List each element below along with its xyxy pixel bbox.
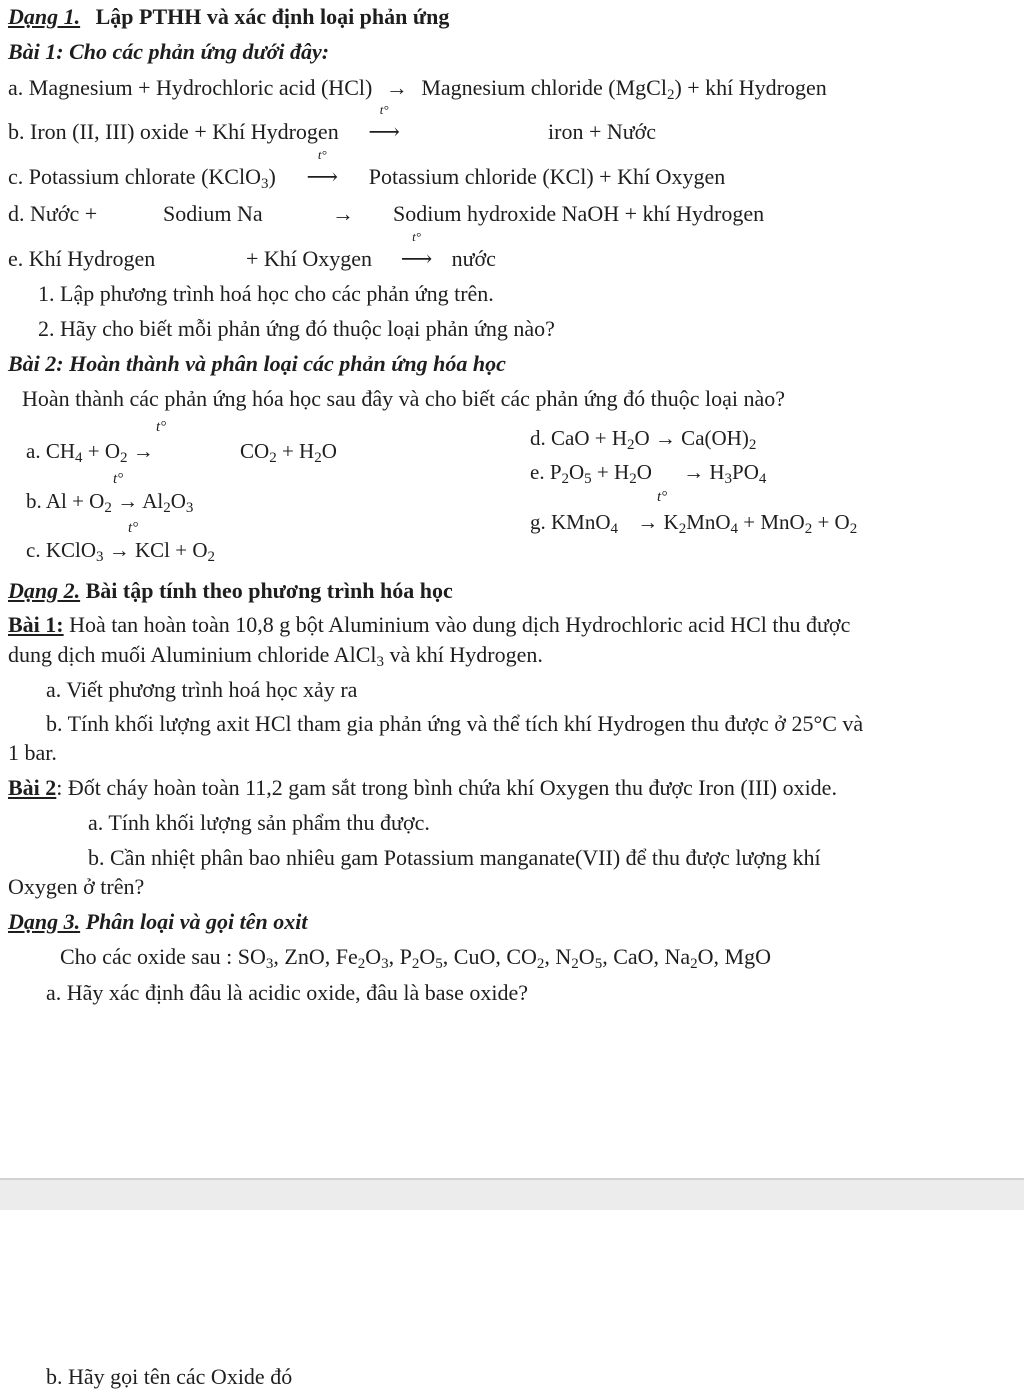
reaction-1e-right: nước [451,246,496,271]
dang2-heading [8,578,453,604]
equation-d: d. CaO + $H_2O \to Ca(OH)_2$ [530,426,757,453]
reaction-1e: + Khí Oxygen t° ⟶ nước [246,229,496,271]
equation-a: a. $CH_4 + O_2$ → [26,439,154,466]
reaction-1a: a. Magnesium + Hydrochloric acid (HCl) → Magnesium chloride (MgCl$_2$) + khí Hydrogen [8,75,827,103]
page-separator [0,1178,1024,1210]
equation-b-temp: t° [113,471,124,487]
dang2-bai1-label: Bài 1: [8,612,64,637]
reaction-1a-end: ) + khí Hydrogen [674,75,827,100]
dang2-bai1-line2 [8,642,543,668]
reaction-1a-left: a. Magnesium + Hydrochloric acid (HCl) [8,75,373,100]
reaction-1d-arrow: → [332,201,354,226]
dang3-qa: a. Hãy xác định đâu là acidic oxide, đâu là base oxide? [46,980,528,1005]
dang2-bai1-text1: Hoà tan hoàn toàn 10,8 g bột Aluminium vào dung dịch Hydrochloric acid HCl thu được [69,612,851,637]
reaction-1c: c. Potassium chlorate (KClO$_3$) t° ⟶ Potassium chloride (KCl) + Khí Oxygen [8,147,726,192]
dang1-heading [8,4,449,30]
dang3-oxide-list: Cho các oxide sau : $SO_3$, ZnO, $Fe_2O_3$, $P_2O_5$, CuO, $CO_2$, $N_2O_5$, CaO, $Na_2O$, MgO [60,944,772,972]
dang1-label: Dạng 1. [8,4,81,29]
dang2-bai1-text2b: và khí Hydrogen. [384,642,543,667]
reaction-1d-right: Sodium hydroxide NaOH + khí Hydrogen [393,201,765,226]
reaction-1c-right: Potassium chloride (KCl) + Khí Oxygen [368,164,726,189]
dang3-label: Dạng 3. [8,909,81,934]
reaction-1e-left2: + Khí Oxygen [246,246,373,271]
reaction-1c-cond: t° [317,147,327,162]
dang2-bai1-line1 [8,612,850,638]
equation-c: c. KClO$_3$ → KCl + $O_2$ [26,538,216,565]
dang2-bai2-label: Bài 2 [8,775,57,800]
dang2-bai2-text: : Đốt cháy hoàn toàn 11,2 gam sắt trong bình chứa khí Oxygen thu được Iron (III) oxide. [56,775,837,800]
dang2-label: Dạng 2. [8,578,81,603]
equation-g-temp: t° [657,489,668,505]
dang2-bai2-line1 [8,775,837,801]
reaction-1b-left: b. Iron (II, III) oxide + Khí Hydrogen [8,119,339,144]
reaction-1e-left1: e. Khí Hydrogen [8,246,156,271]
equation-b: b. $Al + O_2 \to Al_2O_3$ [26,489,194,516]
dang2-bai1-text2a: dung dịch muối Aluminium chloride AlCl [8,642,377,667]
dang2-bai2-qa: a. Tính khối lượng sản phẩm thu được. [88,810,430,835]
reaction-1b: b. Iron (II, III) oxide + Khí Hydrogen t° ⟶ [8,119,418,145]
equation-c-temp: t° [128,520,139,536]
equation-g: g. KMnO$_4$ → $K_2MnO_4 + MnO_2 + O_2$ [530,510,858,537]
dang2-bai1-sub: 3 [376,654,384,670]
dang2-bai2-qb2: Oxygen ở trên? [8,874,145,899]
dang2-bai2-qb: b. Cần nhiệt phân bao nhiêu gam Potassium manganate(VII) để thu được lượng khí [88,845,821,870]
dang2-title: Bài tập tính theo phương trình hóa học [85,578,453,603]
dang1-q1: 1. Lập phương trình hoá học cho các phản ứng trên. [38,281,494,306]
equation-e: e. $P_2O_5 + H_2O \to H_3PO_4$ [530,460,767,487]
dang3-heading [8,909,307,935]
equation-a-temp: t° [156,419,167,435]
reaction-1d-left2: Sodium Na [163,201,263,226]
reaction-1b-right: iron + Nước [548,119,657,144]
reaction-1c-left: c. Potassium chlorate (KClO [8,164,261,189]
reaction-1a-right: Magnesium chloride (MgCl [421,75,667,100]
dang3-intro: Cho các oxide sau : [60,944,233,969]
reaction-1b-cond: t° [379,102,389,117]
dang1-bai1-title: Bài 1: Cho các phản ứng dưới đây: [8,39,330,64]
dang2-bai1-qa: a. Viết phương trình hoá học xảy ra [46,677,358,702]
reaction-1d-left1: d. Nước + [8,201,98,226]
dang3-title: Phân loại và gọi tên oxit [85,909,308,934]
dang1-bai2-title: Bài 2: Hoàn thành và phân loại các phản ứng hóa học [8,351,506,376]
reaction-1a-sub: 2 [666,87,675,103]
dang1-bai2-intro: Hoàn thành các phản ứng hóa học sau đây và cho biết các phản ứng đó thuộc loại nào? [22,386,786,411]
reaction-1c-end: ) [268,164,276,189]
reaction-1c-sub: 3 [260,176,269,192]
equation-a-products: $CO_2 + H_2O$ [240,439,337,466]
reaction-1e-cond: t° [412,229,421,244]
dang2-bai1-qb2: 1 bar. [8,740,57,765]
dang1-title: Lập PTHH và xác định loại phản ứng [95,4,450,29]
dang2-bai1-qb: b. Tính khối lượng axit HCl tham gia phản ứng và thể tích khí Hydrogen thu được ở 25°C và [46,711,864,736]
dang3-qb: b. Hãy gọi tên các Oxide đó [46,1364,293,1389]
dang1-q2: 2. Hãy cho biết mỗi phản ứng đó thuộc loại phản ứng nào? [38,316,555,341]
